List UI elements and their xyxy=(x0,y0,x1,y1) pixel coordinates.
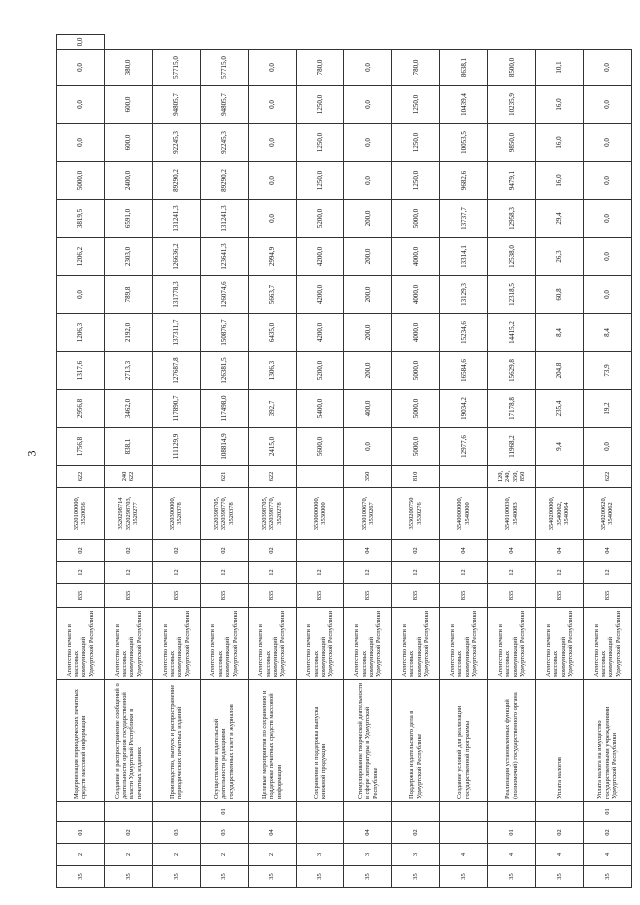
table-cell: 1250,0 xyxy=(392,162,440,200)
table-cell: 0,0 xyxy=(248,86,296,124)
table-cell: 01 xyxy=(57,822,105,844)
table-cell: 16,0 xyxy=(536,124,584,162)
table-cell: Производство, выпуск и распространение периодических печатных изданий xyxy=(152,680,200,802)
table-cell: Осуществление издательской деятельности редакциями государственных газет и журналов xyxy=(200,680,248,802)
table-cell: 35 xyxy=(488,866,536,888)
table-cell: 35 xyxy=(536,866,584,888)
table-body xyxy=(57,35,632,888)
table-cell: 03 xyxy=(152,822,200,844)
table-cell: Агентство печати и массовых коммуникаций Удмуртской Республики xyxy=(57,608,105,680)
table-cell: 835 xyxy=(392,584,440,608)
table-cell: 12 xyxy=(57,562,105,584)
table-cell: 120, 240, 350, 850 xyxy=(488,466,536,488)
table-cell: 3530100670, 3530267 xyxy=(344,488,392,540)
table-cell: 10235,9 xyxy=(488,86,536,124)
table-cell: 92245,3 xyxy=(152,124,200,162)
table-cell: 0,0 xyxy=(57,86,105,124)
table-cell: 4 xyxy=(488,844,536,866)
table-cell: 835 xyxy=(536,584,584,608)
table-cell: 600,0 xyxy=(104,86,152,124)
table-cell: 127687,8 xyxy=(152,352,200,390)
table-cell: Уплата налога на имущество государственными учреждениями Удмуртской Республики xyxy=(583,680,631,802)
table-cell xyxy=(296,466,344,488)
table-cell: 1250,0 xyxy=(296,124,344,162)
page-number: 3 xyxy=(24,450,39,457)
table-cell: Агентство печати и массовых коммуникаций Удмуртской Республики xyxy=(344,608,392,680)
table-cell: Агентство печати и массовых коммуникаций Удмуртской Республики xyxy=(536,608,584,680)
table-cell: Агентство печати и массовых коммуникаций Удмуртской Республики xyxy=(152,608,200,680)
table-cell: 02 xyxy=(200,540,248,562)
table-cell: 1250,0 xyxy=(392,86,440,124)
table-cell: 780,0 xyxy=(392,50,440,86)
table-cell: 123641,3 xyxy=(200,238,248,276)
table-cell: 60,8 xyxy=(536,276,584,314)
table-cell: 04 xyxy=(344,540,392,562)
table-cell xyxy=(488,802,536,822)
table-cell: 2956,8 xyxy=(57,390,105,428)
table-cell: 3520398705, 3520398770, 3520278 xyxy=(248,488,296,540)
table-cell: 2 xyxy=(248,844,296,866)
table-cell: 0,0 xyxy=(344,86,392,124)
table-cell: 126381,5 xyxy=(200,352,248,390)
table-cell: 12318,5 xyxy=(488,276,536,314)
table-cell: 200,0 xyxy=(344,352,392,390)
table-cell xyxy=(57,802,105,822)
table-cell: 13737,7 xyxy=(440,200,488,238)
table-cell xyxy=(152,466,200,488)
table-cell: 35 xyxy=(57,866,105,888)
table-cell: 0,0 xyxy=(248,50,296,86)
table-cell: 0,0 xyxy=(583,200,631,238)
table-cell: Целевые мероприятия по сохранению и поддержке печатных средств массовой информации xyxy=(248,680,296,802)
table-cell: 13314,1 xyxy=(440,238,488,276)
table-cell: 3 xyxy=(344,844,392,866)
table-cell: 12538,0 xyxy=(488,238,536,276)
table-cell: 111129,9 xyxy=(152,428,200,466)
table-cell: 3520300000, 3520378 xyxy=(152,488,200,540)
table-cell: 2 xyxy=(57,844,105,866)
table-cell: 200,0 xyxy=(344,276,392,314)
table-cell: 2713,3 xyxy=(104,352,152,390)
table-cell: 392,7 xyxy=(248,390,296,428)
table-row xyxy=(344,35,392,888)
table-cell: 0,0 xyxy=(248,162,296,200)
table-cell: 94805,7 xyxy=(200,86,248,124)
table-cell: Реализация установленных функций (полномочий) государственного органа xyxy=(488,680,536,802)
table-cell: 0,0 xyxy=(344,124,392,162)
table-row xyxy=(296,35,344,888)
table-cell: Агентство печати и массовых коммуникаций Удмуртской Республики xyxy=(392,608,440,680)
table-cell: 0,0 xyxy=(57,276,105,314)
table-cell: 8638,1 xyxy=(440,50,488,86)
table-cell: 35 xyxy=(104,866,152,888)
table-row xyxy=(104,35,152,888)
table-cell: 4000,0 xyxy=(392,314,440,352)
table-cell xyxy=(152,802,200,822)
table-cell: 57715,0 xyxy=(200,50,248,86)
table-cell: 0,0 xyxy=(583,238,631,276)
table-cell: Создание условий для реализации государственной программы xyxy=(440,680,488,802)
table-cell: 02 xyxy=(152,540,200,562)
table-cell xyxy=(248,802,296,822)
table-cell xyxy=(296,822,344,844)
budget-table xyxy=(56,34,632,888)
table-cell: 89290,2 xyxy=(152,162,200,200)
table-cell: 789,8 xyxy=(104,276,152,314)
table-cell: 131241,3 xyxy=(200,200,248,238)
table-cell: 11968,2 xyxy=(488,428,536,466)
table-cell: Поддержка издательского дела в Удмуртской Республике xyxy=(392,680,440,802)
table-cell: 2303,0 xyxy=(104,238,152,276)
table-cell: 2400,0 xyxy=(104,162,152,200)
table-cell: 1306,3 xyxy=(248,352,296,390)
table-cell: 3540200620, 3540062 xyxy=(583,488,631,540)
table-cell: 92245,3 xyxy=(200,124,248,162)
table-cell: 35 xyxy=(440,866,488,888)
table-cell: 12 xyxy=(392,562,440,584)
table-cell: 235,4 xyxy=(536,390,584,428)
table-cell: 3530200750 3530276 xyxy=(392,488,440,540)
table-cell: 3520100000, 3520056 xyxy=(57,488,105,540)
table-cell: 2994,9 xyxy=(248,238,296,276)
table-cell: 01 xyxy=(488,822,536,844)
table-cell: 622 xyxy=(57,466,105,488)
table-cell: 9850,0 xyxy=(488,124,536,162)
table-cell: 0,0 xyxy=(344,50,392,86)
table-cell: 19034,2 xyxy=(440,390,488,428)
table-cell: 12 xyxy=(104,562,152,584)
table-cell: 12 xyxy=(248,562,296,584)
table-cell: 9,4 xyxy=(536,428,584,466)
table-cell: 200,0 xyxy=(344,314,392,352)
table-cell: 16,0 xyxy=(536,86,584,124)
table-cell: 4200,0 xyxy=(296,276,344,314)
table-cell xyxy=(296,540,344,562)
table-cell: 4 xyxy=(583,844,631,866)
table-cell: 1250,0 xyxy=(296,86,344,124)
table-row xyxy=(57,35,105,888)
table-cell: 8,4 xyxy=(583,314,631,352)
table-cell: 835 xyxy=(104,584,152,608)
table-cell: 8,4 xyxy=(536,314,584,352)
table-cell: 131241,3 xyxy=(152,200,200,238)
table-cell: 04 xyxy=(536,540,584,562)
table-cell: Стимулирование творческой деятельности в сфере литературы в Удмуртской Республике xyxy=(344,680,392,802)
table-cell: 35 xyxy=(392,866,440,888)
table-cell: 622 xyxy=(583,466,631,488)
table-cell: 0,0 xyxy=(583,276,631,314)
table-cell: 5000,0 xyxy=(392,428,440,466)
table-cell: 5000,0 xyxy=(392,352,440,390)
table-cell xyxy=(392,802,440,822)
table-cell: 04 xyxy=(488,540,536,562)
table-cell: 04 xyxy=(248,822,296,844)
table-cell: 04 xyxy=(440,540,488,562)
table-cell: 4200,0 xyxy=(296,238,344,276)
table-cell: 380,0 xyxy=(104,50,152,86)
table-cell: 12958,3 xyxy=(488,200,536,238)
table-cell: 0,0 xyxy=(248,124,296,162)
table-cell: 35 xyxy=(200,866,248,888)
table-cell: 3540200000, 3540062, 3540064 xyxy=(536,488,584,540)
table-cell: 57715,0 xyxy=(152,50,200,86)
table-cell: 35 xyxy=(248,866,296,888)
table-cell: 0,0 xyxy=(57,124,105,162)
table-cell: 240 622 xyxy=(104,466,152,488)
table-cell: 5600,0 xyxy=(296,428,344,466)
table-cell: 19,2 xyxy=(583,390,631,428)
table-cell: 200,0 xyxy=(344,238,392,276)
table-cell xyxy=(440,466,488,488)
table-cell: 0,0 xyxy=(583,428,631,466)
table-cell: 12 xyxy=(536,562,584,584)
table-cell xyxy=(104,802,152,822)
table-cell: 1250,0 xyxy=(392,124,440,162)
table-cell: 12 xyxy=(152,562,200,584)
table-cell: Модернизация периодических печатных средств массовой информации xyxy=(57,680,105,802)
rotated-table-inner xyxy=(56,34,632,888)
table-cell: 838,1 xyxy=(104,428,152,466)
table-cell: 4000,0 xyxy=(392,238,440,276)
table-cell xyxy=(344,802,392,822)
table-cell: 5000,0 xyxy=(57,162,105,200)
table-row xyxy=(248,35,296,888)
table-cell: 0,0 xyxy=(344,428,392,466)
table-cell: 3520398705, 3520398770, 3520378 xyxy=(200,488,248,540)
table-cell: 02 xyxy=(248,540,296,562)
table-cell: 16,0 xyxy=(536,162,584,200)
table-cell: 126074,6 xyxy=(200,276,248,314)
table-cell xyxy=(536,802,584,822)
table-cell: 835 xyxy=(488,584,536,608)
table-cell: 400,0 xyxy=(344,390,392,428)
table-cell: 117890,7 xyxy=(152,390,200,428)
table-cell: 1206,2 xyxy=(57,238,105,276)
table-cell: 02 xyxy=(536,822,584,844)
rotated-table-wrapper xyxy=(56,34,632,888)
table-cell: Уплата налогов xyxy=(536,680,584,802)
table-cell: 9682,6 xyxy=(440,162,488,200)
table-cell: 02 xyxy=(392,822,440,844)
table-cell: 02 xyxy=(583,822,631,844)
table-cell: 14415,2 xyxy=(488,314,536,352)
table-cell: 03 xyxy=(200,822,248,844)
table-cell: 12 xyxy=(583,562,631,584)
table-cell: Создание и распространение сообщений о деятельности органов государственной власти Удмуртской Республики в печатных изданиях xyxy=(104,680,152,802)
table-cell: 02 xyxy=(57,540,105,562)
table-cell: 137311,7 xyxy=(152,314,200,352)
table-cell: Агентство печати и массовых коммуникаций Удмуртской Республики xyxy=(440,608,488,680)
table-row xyxy=(440,35,488,888)
table-cell: 5200,0 xyxy=(296,352,344,390)
table-cell: Агентство печати и массовых коммуникаций Удмуртской Республики xyxy=(200,608,248,680)
table-row xyxy=(536,35,584,888)
table-cell: 6435,0 xyxy=(248,314,296,352)
table-cell: 810 xyxy=(392,466,440,488)
table-cell: 2192,0 xyxy=(104,314,152,352)
table-cell: 0,0 xyxy=(344,162,392,200)
table-cell: 12 xyxy=(200,562,248,584)
table-cell: 89290,2 xyxy=(200,162,248,200)
table-cell: 108814,9 xyxy=(200,428,248,466)
table-cell: 15629,8 xyxy=(488,352,536,390)
table-cell: 0,0 xyxy=(583,162,631,200)
table-cell: 10053,5 xyxy=(440,124,488,162)
table-cell: 01 xyxy=(200,802,248,822)
table-cell: 4200,0 xyxy=(296,314,344,352)
table-cell xyxy=(440,822,488,844)
table-cell: 117498,0 xyxy=(200,390,248,428)
table-cell: 1250,0 xyxy=(296,162,344,200)
table-cell: 0,0 xyxy=(583,50,631,86)
table-cell: 131778,3 xyxy=(152,276,200,314)
table-cell: 12977,6 xyxy=(440,428,488,466)
table-cell: 3520298714 3520298703, 3520277 xyxy=(104,488,152,540)
table-cell: 1317,6 xyxy=(57,352,105,390)
table-cell: Агентство печати и массовых коммуникаций Удмуртской Республики xyxy=(104,608,152,680)
table-cell: 16584,6 xyxy=(440,352,488,390)
table-cell: 3540100030, 3540083 xyxy=(488,488,536,540)
table-cell: 12 xyxy=(440,562,488,584)
table-cell: 350 xyxy=(344,466,392,488)
table-cell: Агентство печати и массовых коммуникаций Удмуртской Республики xyxy=(296,608,344,680)
table-cell: 10439,4 xyxy=(440,86,488,124)
table-cell: 13129,3 xyxy=(440,276,488,314)
table-cell: 835 xyxy=(152,584,200,608)
table-cell: 02 xyxy=(392,540,440,562)
table-cell: 5400,0 xyxy=(296,390,344,428)
table-cell: 2 xyxy=(152,844,200,866)
table-cell: 0,0 xyxy=(583,124,631,162)
table-cell: 02 xyxy=(104,822,152,844)
table-cell: 35 xyxy=(583,866,631,888)
table-cell: 26,3 xyxy=(536,238,584,276)
table-cell: 835 xyxy=(440,584,488,608)
table-cell: 5663,7 xyxy=(248,276,296,314)
table-cell: 0,0 xyxy=(57,50,105,86)
table-cell: 0,0 xyxy=(248,200,296,238)
table-row xyxy=(200,35,248,888)
table-cell: 5000,0 xyxy=(392,200,440,238)
table-cell: 3819,5 xyxy=(57,200,105,238)
table-cell: 3 xyxy=(392,844,440,866)
table-cell: 8500,0 xyxy=(488,50,536,86)
table-cell: 5200,0 xyxy=(296,200,344,238)
table-cell: 0,0 xyxy=(57,35,105,50)
table-cell: 4000,0 xyxy=(392,276,440,314)
table-cell: 04 xyxy=(583,540,631,562)
table-cell: 3 xyxy=(296,844,344,866)
table-cell: 35 xyxy=(152,866,200,888)
table-cell: 29,4 xyxy=(536,200,584,238)
table-cell: 3540000000, 3540000 xyxy=(440,488,488,540)
table-cell: 3462,0 xyxy=(104,390,152,428)
table-cell: 1206,3 xyxy=(57,314,105,352)
table-cell: 10,1 xyxy=(536,50,584,86)
table-cell: 2415,0 xyxy=(248,428,296,466)
table-cell: 622 xyxy=(248,466,296,488)
table-cell: 01 xyxy=(583,802,631,822)
table-cell: 126636,2 xyxy=(152,238,200,276)
table-cell xyxy=(536,466,584,488)
table-cell: 200,0 xyxy=(344,200,392,238)
table-cell: 835 xyxy=(248,584,296,608)
table-cell: 1756,8 xyxy=(57,428,105,466)
table-cell: 835 xyxy=(344,584,392,608)
table-cell: 12 xyxy=(296,562,344,584)
table-cell: 835 xyxy=(200,584,248,608)
table-cell: 94805,7 xyxy=(152,86,200,124)
table-cell: 6591,0 xyxy=(104,200,152,238)
table-cell xyxy=(440,802,488,822)
table-cell: 780,0 xyxy=(296,50,344,86)
table-cell: 2 xyxy=(104,844,152,866)
table-cell: Сохранение и поддержка выпуска книжной продукции xyxy=(296,680,344,802)
table-cell: 4 xyxy=(536,844,584,866)
table-cell: 15234,6 xyxy=(440,314,488,352)
table-cell: Агентство печати и массовых коммуникаций Удмуртской Республики xyxy=(583,608,631,680)
table-cell: 150876,7 xyxy=(200,314,248,352)
table-cell: 35 xyxy=(296,866,344,888)
table-cell: 9479,1 xyxy=(488,162,536,200)
table-cell: 835 xyxy=(583,584,631,608)
table-row xyxy=(488,35,536,888)
table-cell: Агентство печати и массовых коммуникаций Удмуртской Республики xyxy=(488,608,536,680)
table-cell: 5000,0 xyxy=(392,390,440,428)
table-cell: 621 xyxy=(200,466,248,488)
table-cell: 204,8 xyxy=(536,352,584,390)
table-cell: 600,0 xyxy=(104,124,152,162)
table-cell: 17178,8 xyxy=(488,390,536,428)
table-cell: 835 xyxy=(296,584,344,608)
table-cell: 04 xyxy=(344,822,392,844)
table-cell: Агентство печати и массовых коммуникаций Удмуртской Республики xyxy=(248,608,296,680)
table-cell: 35 xyxy=(344,866,392,888)
table-row xyxy=(392,35,440,888)
table-cell: 73,9 xyxy=(583,352,631,390)
table-row xyxy=(152,35,200,888)
table-cell: 12 xyxy=(344,562,392,584)
table-cell: 3530000000, 3530000 xyxy=(296,488,344,540)
table-cell: 02 xyxy=(104,540,152,562)
table-cell: 4 xyxy=(440,844,488,866)
table-cell: 0,0 xyxy=(583,86,631,124)
table-cell xyxy=(296,802,344,822)
table-cell: 12 xyxy=(488,562,536,584)
table-cell: 835 xyxy=(57,584,105,608)
table-cell: 2 xyxy=(200,844,248,866)
table-row xyxy=(583,35,631,888)
